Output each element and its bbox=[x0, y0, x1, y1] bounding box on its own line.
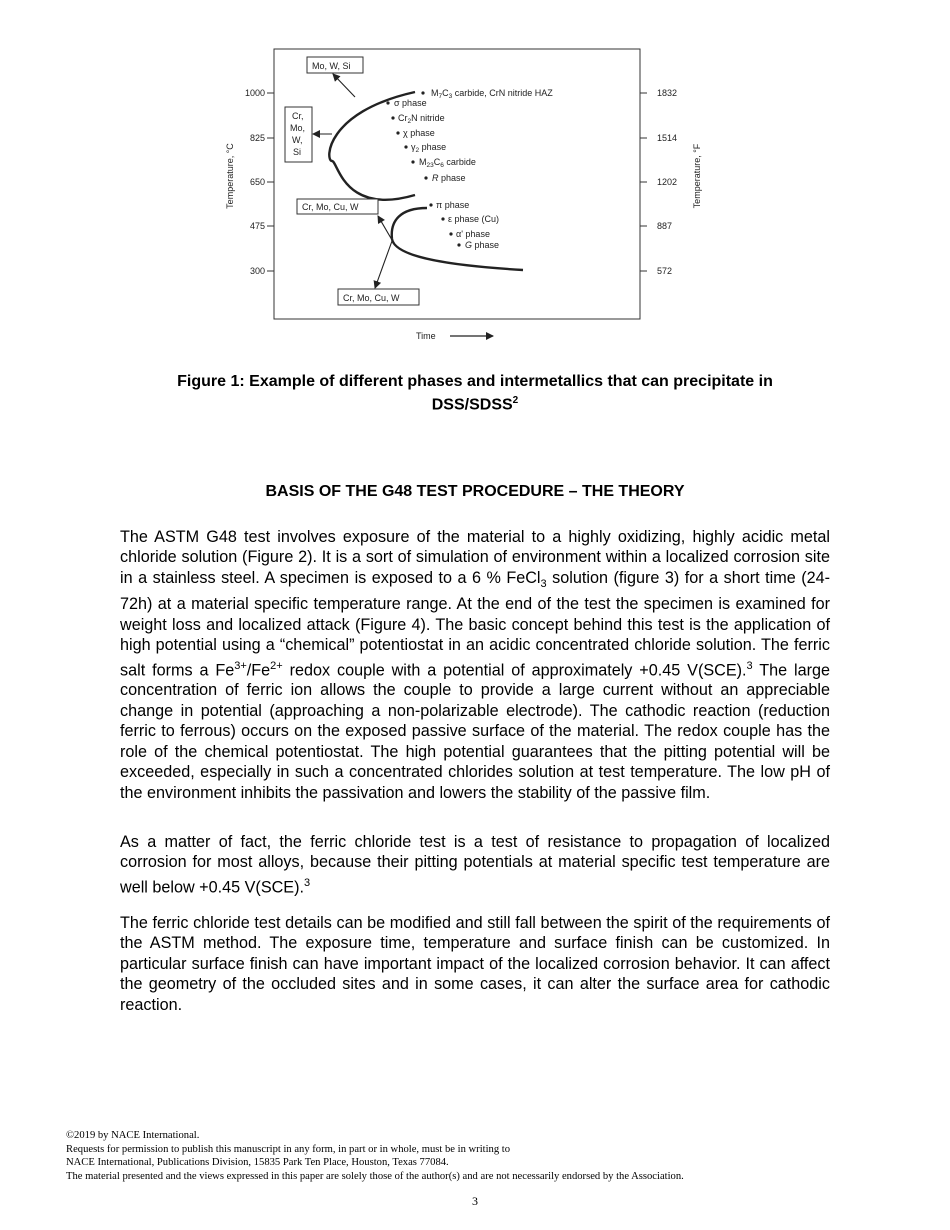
upper-c-curve bbox=[329, 92, 415, 200]
bullet bbox=[441, 217, 444, 220]
phase-m23c6: $M_{23}C_6$ carbide bbox=[419, 157, 476, 169]
y-right-axis-title: Temperature, °F bbox=[692, 143, 702, 209]
bullet bbox=[391, 116, 394, 119]
phase-gamma2: $\gamma_2$ phase bbox=[411, 142, 447, 154]
y-left-axis-title: Temperature, °C bbox=[225, 143, 235, 209]
footer-line: Requests for permission to publish this manuscript in any form, in part or in whole, must be in writing to bbox=[66, 1143, 511, 1155]
box-left-label-line: Mo, bbox=[290, 123, 306, 133]
caption-ref: 2 bbox=[512, 395, 519, 406]
bullet bbox=[404, 145, 407, 148]
copyright-footer bbox=[66, 1129, 684, 1183]
arrow-to-box-mid bbox=[378, 216, 392, 240]
bullet bbox=[421, 91, 424, 94]
phase-sigma: σ phase bbox=[394, 98, 427, 108]
footer-line: The material presented and the views expressed in this paper are solely those of the author(s) and are not necessarily endorsed by the Association. bbox=[66, 1170, 684, 1182]
y-left-tick-label: 1000 bbox=[244, 88, 265, 98]
y-right-tick-label: 1514 bbox=[657, 133, 678, 143]
caption-line-1: Figure 1: Example of different phases and intermetallics that can precipitate in bbox=[177, 373, 773, 390]
box-mid-label: Cr, Mo, Cu, W bbox=[302, 202, 359, 212]
arrow-to-box-top bbox=[333, 74, 355, 97]
phase-r: R phase bbox=[432, 173, 466, 183]
phase-m7c3: $M_7C_3$ carbide, CrN nitride HAZ bbox=[431, 88, 553, 100]
y-left-tick-label: 300 bbox=[249, 266, 265, 276]
box-left-label-line: W, bbox=[292, 135, 303, 145]
y-right-tick-label: 1832 bbox=[657, 88, 678, 98]
right-axis-ticks bbox=[640, 93, 647, 271]
phase-alpha: α' phase bbox=[456, 229, 490, 239]
footer-line: NACE International, Publications Division, 15835 Park Ten Place, Houston, Texas 77084. bbox=[66, 1157, 449, 1169]
y-left-tick-label: 825 bbox=[249, 133, 265, 143]
y-left-tick-label: 650 bbox=[249, 177, 265, 187]
y-left-tick-label: 475 bbox=[249, 221, 265, 231]
bullet bbox=[386, 101, 389, 104]
bullet bbox=[424, 176, 427, 179]
bullet bbox=[396, 131, 399, 134]
phase-g: G phase bbox=[465, 240, 500, 250]
phase-epsilon: ε phase (Cu) bbox=[448, 214, 500, 224]
bullet bbox=[449, 232, 452, 235]
y-right-tick-label: 887 bbox=[657, 221, 673, 231]
box-top-label: Mo, W, Si bbox=[312, 61, 351, 71]
phase-cr2n: $Cr_2N$ nitride bbox=[398, 113, 445, 125]
section-heading: BASIS OF THE G48 TEST PROCEDURE – THE THEORY bbox=[265, 483, 685, 500]
arrow-to-box-bottom bbox=[375, 241, 392, 288]
paragraph-2: As a matter of fact, the ferric chloride test is a test of resistance to propagation of localized corrosion for most alloys, because their pitting potentials at material specific test temperature are well below +0.45 V(SCE).$^3$ bbox=[120, 833, 830, 897]
caption-line-2: DSS/SDSS$^2$ bbox=[431, 395, 519, 414]
y-right-tick-label: 572 bbox=[657, 266, 673, 276]
bullet bbox=[457, 243, 460, 246]
ttt-diagram-figure bbox=[215, 36, 735, 346]
phase-chi: χ phase bbox=[403, 128, 435, 138]
bullet bbox=[429, 203, 432, 206]
y-right-tick-label: 1202 bbox=[657, 177, 678, 187]
paragraph-3: The ferric chloride test details can be modified and still fall between the spirit of the requirements of the ASTM method. The exposure time, temperature and surface finish can be customized. In particular surface finish can have important impact of the localized corrosion behavior. It can affect the geometry of the occluded sites and in some cases, it can alter the surface area for cathodic reaction. bbox=[120, 914, 830, 1014]
page-number: 3 bbox=[472, 1194, 478, 1208]
box-bottom-label: Cr, Mo, Cu, W bbox=[343, 293, 400, 303]
paragraph-1: The ASTM G48 test involves exposure of the material to a highly oxidizing, highly acidic metal chloride solution (Figure 2). It is a sort of simulation of environment within a localized corrosion site in a stainless steel. A specimen is exposed to a 6 % FeCl$_3$ solution (figure 3) for a short time (24-72h) at a material specific temperature range. At the end of the test the specimen is examined for weight loss and localized attack (Figure 4). The basic concept behind this test is the application of high potential using a “chemical” potentiostat in an acidic concentrated chloride solution. The ferric salt forms a $Fe^{3+}/Fe^{2+}$ redox couple with a potential of approximately +0.45 V(SCE).$^3$ The large concentration of ferric ion allows the couple to provide a large current without an appreciable change in potential (approaching a non-polarizable electrode). The cathodic reaction (reduction ferric to ferrous) occurs on the exposed passive surface of the material. The redox couple has the role of the chemical potentiostat. The high potential guarantees that the pitting potential will be exceeded, especially in such a concentrated chlorides solution at test temperature. The low pH of the environment inhibits the passivation and lowers the stability of the passive film. bbox=[120, 528, 831, 802]
phase-pi: π phase bbox=[436, 200, 470, 210]
footer-line: ©2019 by NACE International. bbox=[66, 1130, 200, 1141]
left-axis-ticks bbox=[267, 93, 274, 271]
box-left-label-line: Si bbox=[293, 147, 302, 157]
figure-caption bbox=[120, 372, 830, 414]
box-left-label-line: Cr, bbox=[292, 111, 304, 121]
bullet bbox=[411, 160, 414, 163]
x-axis-label: Time bbox=[416, 331, 436, 341]
